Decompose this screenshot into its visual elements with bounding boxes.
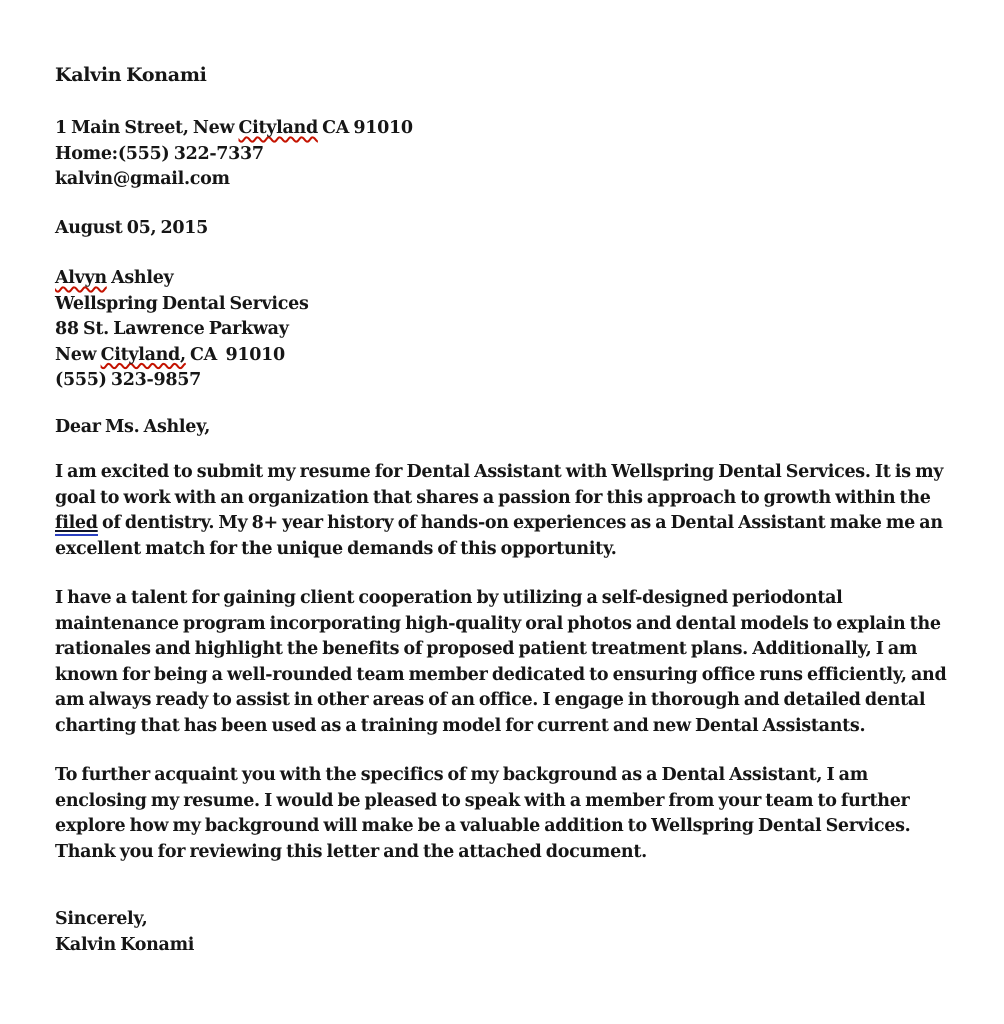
recipient-company-line: Wellspring Dental Services — [55, 293, 309, 314]
text-segment: 1 Main Street, New — [55, 118, 239, 138]
date-block — [55, 216, 960, 242]
text-segment: I have a talent for gaining client cooperation by utilizing a self-designed periodontal maintenance program incorporating high-quality oral photos and dental models to explain the rationales and highlight the benefits of proposed patient treatment plans. Additionally, I am known for being a well-rounded team member dedicated to ensuring office runs efficiently, and am always ready to assist in other areas of an office. I engage in thorough and detailed dental charting that has been used as a training model for current and new Dental Assistants. — [55, 588, 951, 736]
text-segment: of dentistry. My 8+ year history of hands-on experiences as a Dental Assistant make me an excellent match for the unique demands of this opportunity. — [55, 513, 948, 559]
date-line: August 05, 2015 — [55, 217, 209, 238]
body-paragraph-2 — [55, 586, 960, 739]
sender-address-block — [55, 116, 960, 193]
recipient-street-line: 88 St. Lawrence Parkway — [55, 319, 289, 339]
closing-block — [55, 907, 960, 958]
recipient-address-block — [55, 266, 960, 394]
text-segment: CA 91010 — [185, 344, 285, 365]
sender-address-line — [55, 116, 960, 142]
sender-phone-line: Home:(555) 322-7337 — [55, 143, 264, 164]
body-paragraph-3 — [55, 763, 960, 865]
grammar-flagged-word: filed — [55, 513, 98, 536]
misspelled-word: Cityland, — [100, 344, 186, 365]
closing-line: Sincerely, — [55, 909, 148, 929]
body-paragraph-1 — [55, 460, 960, 562]
misspelled-word: Alvyn — [55, 268, 107, 288]
letter-body — [55, 460, 960, 865]
recipient-name-line — [55, 266, 960, 292]
salutation-line: Dear Ms. Ashley, — [55, 416, 211, 437]
sender-name: Kalvin Konami — [55, 64, 207, 86]
text-segment: New — [55, 344, 101, 365]
text-segment: To further acquaint you with the specifics of my background as a Dental Assistant, I am enclosing my resume. I would be pleased to speak with a member from your team to further explore how my background will make be a valuable addition to Wellspring Dental Services. Thank you for reviewing this letter and the attached document. — [55, 765, 915, 862]
text-segment: CA 91010 — [317, 118, 413, 138]
signature-name: Kalvin Konami — [55, 934, 195, 955]
sender-email-line: kalvin@gmail.com — [55, 169, 230, 189]
text-segment: Ashley — [106, 268, 174, 288]
recipient-phone-line: (555) 323-9857 — [55, 370, 201, 390]
text-segment: I am excited to submit my resume for Dental Assistant with Wellspring Dental Services. It is my goal to work with an organization that shares a passion for this approach to growth within the — [55, 462, 948, 508]
recipient-city-line — [55, 343, 960, 369]
misspelled-word: Cityland — [238, 118, 318, 138]
